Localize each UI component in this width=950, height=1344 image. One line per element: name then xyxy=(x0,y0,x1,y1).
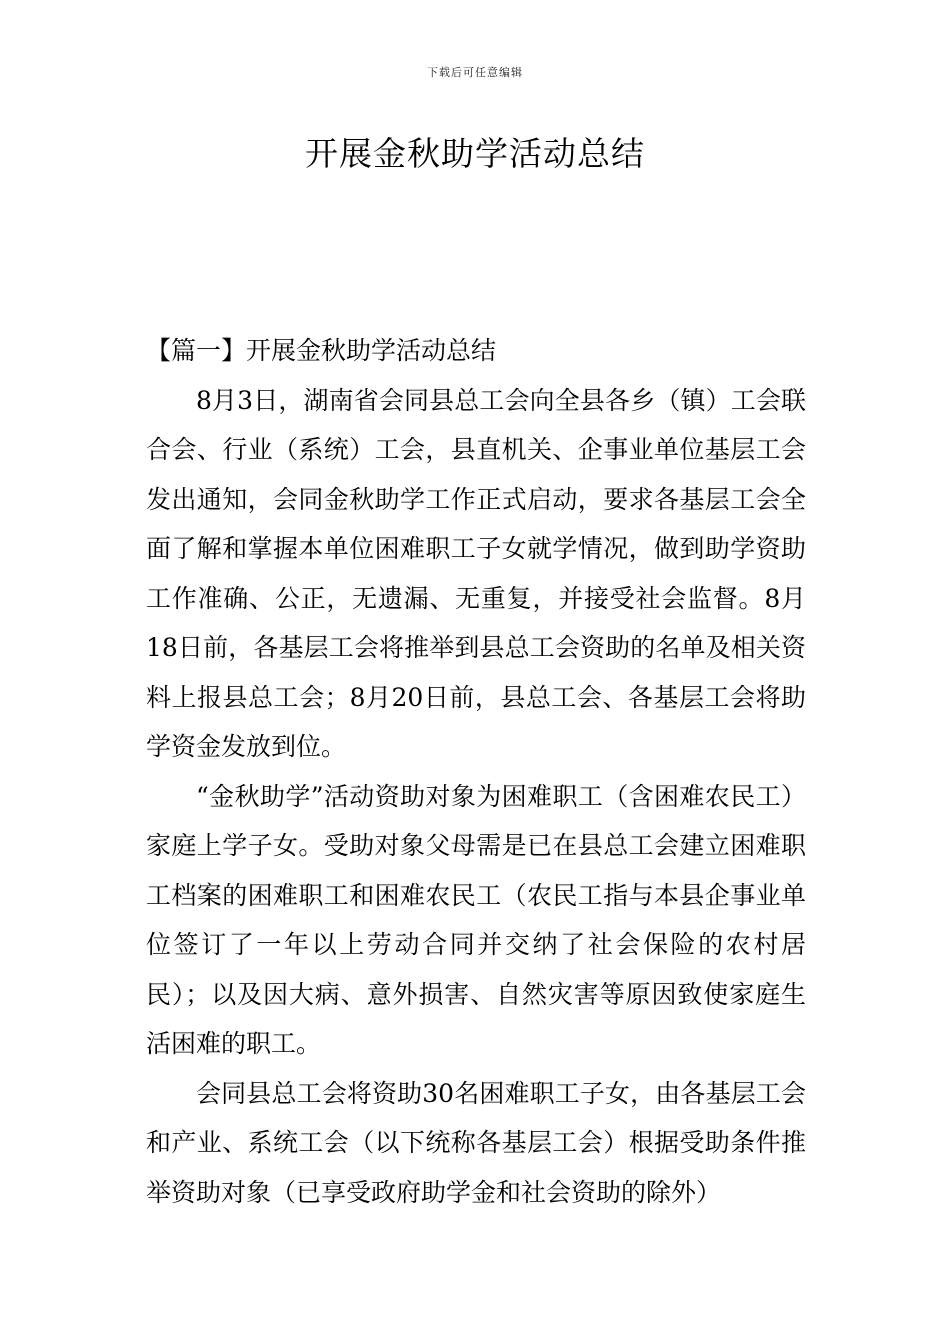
paragraph-1: 8月3日，湖南省会同县总工会向全县各乡（镇）工会联合会、行业（系统）工会，县直机关、企事业单位基层工会发出通知，会同金秋助学工作正式启动，要求各基层工会全面了解和掌握本单位困难职工子女就学情况，做到助学资助工作准确、公正，无遗漏、无重复，并接受社会监督。8月18日前，各基层工会将推举到县总工会资助的名单及相关资料上报县总工会；8月20日前，县总工会、各基层工会将助学资金发放到位。 xyxy=(146,385,806,761)
document-title: 开展金秋助学活动总结 xyxy=(305,134,645,173)
paragraph-3: 会同县总工会将资助30名困难职工子女，由各基层工会和产业、系统工会（以下统称各基层工会）根据受助条件推举资助对象（已享受政府助学金和社会资助的除外） xyxy=(146,1078,806,1207)
section-heading: 【篇一】开展金秋助学活动总结 xyxy=(146,336,497,365)
paragraph-2: “金秋助学”活动资助对象为困难职工（含困难农民工）家庭上学子女。受助对象父母需是已在县总工会建立困难职工档案的困难职工和困难农民工（农民工指与本县企事业单位签订了一年以上劳动合同并交纳了社会保险的农村居民）；以及因大病、意外损害、自然灾害等原因致使家庭生活困难的职工。 xyxy=(146,781,806,1058)
header-note: 下载后可任意编辑 xyxy=(427,66,523,79)
document-body xyxy=(146,326,806,1217)
